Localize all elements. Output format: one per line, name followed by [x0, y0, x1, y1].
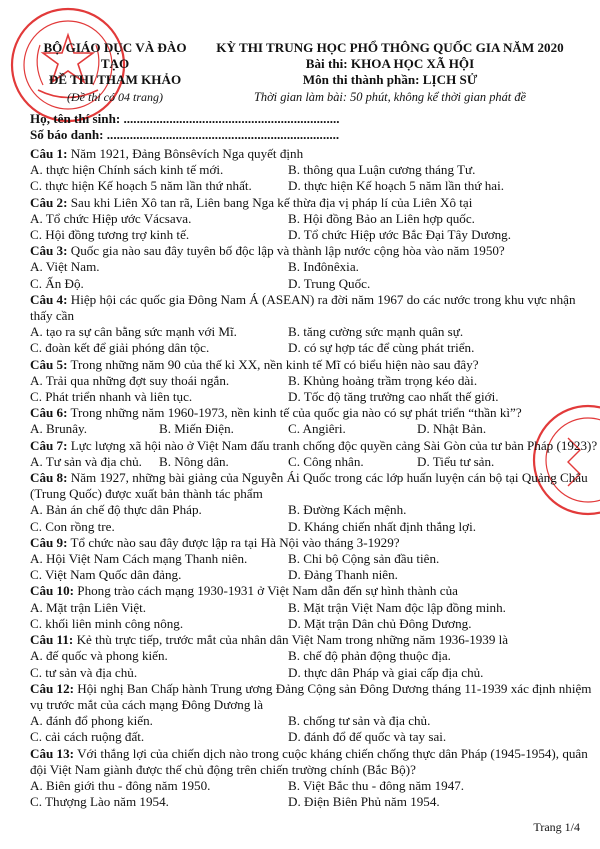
question-3 — [30, 243, 600, 292]
subject-name: Môn thi thành phần: LỊCH SỬ — [302, 72, 478, 88]
question-text: Hội nghị Ban Chấp hành Trung ương Đảng Cộng sản Đông Dương tháng 11-1939 xác định nhiệm vụ trước mắt của cách mạng Đông Dương là — [30, 680, 592, 712]
question-text: Tổ chức nào sau đây được lập ra tại Hà Nội vào tháng 3-1929? — [70, 534, 400, 550]
option-row — [30, 454, 600, 470]
question-stem — [30, 746, 600, 778]
answer-option-d[interactable]: D. Mặt trận Dân chủ Đông Dương. — [288, 615, 472, 631]
question-label: Câu 10: — [30, 583, 75, 599]
exam-type: ĐỀ THI THAM KHẢO — [48, 72, 182, 88]
question-stem — [30, 405, 600, 421]
answer-option-d[interactable]: D. thực dân Pháp và giai cấp địa chủ. — [288, 664, 484, 680]
question-text: Quốc gia nào sau đây tuyên bố độc lập và thành lập nước cộng hòa vào năm 1950? — [70, 243, 505, 259]
question-label: Câu 11: — [30, 632, 74, 648]
question-label: Câu 2: — [30, 194, 68, 210]
option-row — [30, 551, 600, 567]
question-text: Trong những năm 90 của thế kỉ XX, nền kinh tế Mĩ có biểu hiện nào sau đây? — [70, 356, 479, 372]
answer-option-c[interactable]: C. cải cách ruộng đất. — [30, 729, 145, 745]
question-label: Câu 13: — [30, 745, 75, 761]
answer-option-b[interactable]: B. Miến Điện. — [159, 421, 234, 437]
candidate-name-field[interactable]: Họ, tên thí sinh: .................................................................. — [30, 111, 340, 126]
exam-info-block — [205, 40, 575, 105]
question-stem — [30, 357, 600, 373]
answer-option-d[interactable]: D. Trung Quốc. — [288, 275, 371, 291]
question-label: Câu 1: — [30, 146, 68, 161]
question-stem — [30, 292, 600, 324]
question-stem — [30, 438, 600, 454]
answer-option-b[interactable]: B. tăng cường sức mạnh quân sự. — [288, 324, 464, 340]
question-label: Câu 7: — [30, 437, 68, 453]
answer-option-a[interactable]: A. Bản án chế độ thực dân Pháp. — [30, 502, 202, 518]
answer-option-d[interactable]: D. Tiểu tư sản. — [417, 453, 495, 469]
answer-option-b[interactable]: B. thông qua Luận cương tháng Tư. — [288, 162, 476, 178]
question-7 — [30, 438, 600, 470]
option-row — [30, 794, 600, 810]
answer-option-b[interactable]: B. Nông dân. — [159, 453, 229, 469]
answer-option-d[interactable]: D. Nhật Bản. — [417, 421, 487, 437]
question-6 — [30, 405, 600, 437]
answer-option-b[interactable]: B. Mặt trận Việt Nam độc lập đồng minh. — [288, 599, 506, 615]
exam-name: Bài thi: KHOA HỌC XÃ HỘI — [305, 56, 475, 72]
option-row — [30, 211, 600, 227]
option-row — [30, 600, 600, 616]
question-stem — [30, 146, 600, 162]
option-row — [30, 616, 600, 632]
option-row — [30, 421, 600, 437]
option-row — [30, 227, 600, 243]
option-row — [30, 373, 600, 389]
answer-option-c[interactable]: C. Việt Nam Quốc dân đảng. — [30, 567, 182, 583]
answer-option-a[interactable]: A. đánh đổ phong kiến. — [30, 713, 153, 729]
candidate-number-field[interactable]: Số báo danh: ....................................................................... — [30, 127, 340, 143]
answer-option-b[interactable]: B. Khủng hoảng trầm trọng kéo dài. — [288, 372, 478, 388]
answer-option-d[interactable]: D. Đảng Thanh niên. — [288, 567, 398, 583]
question-stem — [30, 681, 600, 713]
answer-option-d[interactable]: D. Kháng chiến nhất định thắng lợi. — [288, 518, 477, 534]
question-5 — [30, 357, 600, 406]
option-row — [30, 648, 600, 664]
answer-option-b[interactable]: B. Hội đồng Bảo an Liên hợp quốc. — [288, 210, 475, 226]
answer-option-d[interactable]: D. có sự hợp tác để cùng phát triển. — [288, 340, 475, 356]
question-4 — [30, 292, 600, 357]
option-row — [30, 162, 600, 178]
exam-header — [0, 40, 600, 120]
question-text: Lực lượng xã hội nào ở Việt Nam đấu tranh chống độc quyền cảng Sài Gòn của tư bản Pháp (1923)? — [70, 437, 598, 453]
answer-option-c[interactable]: C. Ấn Độ. — [30, 275, 84, 291]
ministry-name: BỘ GIÁO DỤC VÀ ĐÀO TẠO — [43, 40, 187, 72]
question-list — [30, 146, 600, 810]
question-label: Câu 5: — [30, 356, 68, 372]
exam-title: KỲ THI TRUNG HỌC PHỔ THÔNG QUỐC GIA NĂM 2020 — [216, 40, 564, 55]
answer-option-b[interactable]: B. Việt Bắc thu - đông năm 1947. — [288, 777, 465, 793]
question-2 — [30, 195, 600, 244]
question-label: Câu 9: — [30, 534, 68, 550]
answer-option-c[interactable]: C. thực hiện Kế hoạch 5 năm lần thứ nhất. — [30, 178, 252, 194]
question-label: Câu 3: — [30, 243, 68, 259]
option-row — [30, 340, 600, 356]
question-text: Năm 1927, những bài giảng của Nguyễn Ái Quốc trong các lớp huấn luyện cán bộ tại Quảng Châu (Trung Quốc) được xuất bản thành tác phẩm — [30, 470, 588, 502]
answer-option-a[interactable]: A. Biên giới thu - đông năm 1950. — [30, 777, 211, 793]
question-11 — [30, 632, 600, 681]
answer-option-d[interactable]: D. thực hiện Kế hoạch 5 năm lần thứ hai. — [288, 178, 504, 194]
option-row — [30, 389, 600, 405]
question-stem — [30, 243, 600, 259]
answer-option-c[interactable]: C. Công nhân. — [288, 453, 364, 469]
answer-option-a[interactable]: A. Tổ chức Hiệp ước Vácsava. — [30, 210, 192, 226]
question-text: Kẻ thù trực tiếp, trước mắt của nhân dân Việt Nam trong những năm 1936-1939 là — [76, 632, 509, 648]
question-1 — [30, 146, 600, 195]
option-row — [30, 665, 600, 681]
question-text: Với thắng lợi của chiến dịch nào trong cuộc kháng chiến chống thực dân Pháp (1945-1954), quân đội Việt Nam giành được thế chủ động trên chiến trường chính (Bắc Bộ)? — [30, 745, 588, 777]
question-stem — [30, 535, 600, 551]
answer-option-c[interactable]: C. Angiêri. — [288, 421, 346, 437]
question-stem — [30, 632, 600, 648]
answer-option-c[interactable]: C. tư sản và địa chủ. — [30, 664, 138, 680]
answer-option-d[interactable]: D. Tốc độ tăng trưởng cao nhất thế giới. — [288, 389, 499, 405]
option-row — [30, 178, 600, 194]
question-label: Câu 6: — [30, 405, 68, 421]
answer-option-d[interactable]: D. Điện Biên Phủ năm 1954. — [288, 794, 440, 810]
answer-option-a[interactable]: A. tạo ra sự cân bằng sức mạnh với Mĩ. — [30, 324, 237, 340]
option-row — [30, 778, 600, 794]
question-8 — [30, 470, 600, 535]
answer-option-b[interactable]: B. Chi bộ Cộng sản đầu tiên. — [288, 551, 440, 567]
answer-option-c[interactable]: C. đoàn kết để giải phóng dân tộc. — [30, 340, 210, 356]
question-text: Năm 1921, Đảng Bônsêvích Nga quyết định — [70, 146, 304, 161]
question-stem — [30, 583, 600, 599]
question-label: Câu 12: — [30, 680, 75, 696]
answer-option-c[interactable]: C. Con rồng tre. — [30, 518, 115, 534]
option-row — [30, 324, 600, 340]
ministry-block — [40, 40, 190, 105]
option-row — [30, 567, 600, 583]
answer-option-c[interactable]: C. Hội đồng tương trợ kinh tế. — [30, 227, 190, 243]
answer-option-a[interactable]: A. đế quốc và phong kiến. — [30, 648, 168, 664]
answer-option-c[interactable]: C. Phát triển nhanh và liên tục. — [30, 389, 193, 405]
candidate-fields — [30, 111, 590, 143]
answer-option-c[interactable]: C. khối liên minh công nông. — [30, 615, 184, 631]
question-text: Phong trào cách mạng 1930-1931 ở Việt Nam dẫn đến sự hình thành của — [77, 583, 458, 599]
option-row — [30, 713, 600, 729]
answer-option-c[interactable]: C. Thượng Lào năm 1954. — [30, 794, 169, 810]
page-count-note: (Đề thi có 04 trang) — [67, 89, 163, 104]
time-limit: Thời gian làm bài: 50 phút, không kể thời gian phát đề — [253, 89, 527, 104]
answer-option-a[interactable]: A. thực hiện Chính sách kinh tế mới. — [30, 162, 224, 178]
question-12 — [30, 681, 600, 746]
question-label: Câu 8: — [30, 470, 68, 486]
question-text: Sau khi Liên Xô tan rã, Liên bang Nga kế thừa địa vị pháp lí của Liên Xô tại — [70, 194, 473, 210]
answer-option-b[interactable]: B. Inđônêxia. — [288, 259, 359, 275]
question-10 — [30, 583, 600, 632]
page-number: Trang 1/4 — [533, 820, 580, 834]
option-row — [30, 502, 600, 518]
answer-option-b[interactable]: B. chế độ phản động thuộc địa. — [288, 648, 451, 664]
question-9 — [30, 535, 600, 584]
answer-option-a[interactable]: A. Brunây. — [30, 421, 87, 437]
question-label: Câu 4: — [30, 291, 68, 307]
answer-option-a[interactable]: A. Mặt trận Liên Việt. — [30, 599, 147, 615]
option-row — [30, 729, 600, 745]
question-text: Hiệp hội các quốc gia Đông Nam Á (ASEAN) ra đời năm 1967 do các nước trong khu vực nhận thấy cần — [30, 291, 576, 324]
question-stem — [30, 195, 600, 211]
answer-option-a[interactable]: A. Trải qua những đợt suy thoái ngắn. — [30, 372, 230, 388]
answer-option-d[interactable]: D. đánh đổ đế quốc và tay sai. — [288, 729, 447, 745]
option-row — [30, 276, 600, 292]
option-row — [30, 519, 600, 535]
question-text: Trong những năm 1960-1973, nền kinh tế của quốc gia nào có sự phát triển “thần kì”? — [70, 405, 522, 421]
answer-option-a[interactable]: A. Tư sản và địa chủ. — [30, 453, 142, 469]
answer-option-b[interactable]: B. Đường Kách mệnh. — [288, 502, 407, 518]
answer-option-a[interactable]: A. Hội Việt Nam Cách mạng Thanh niên. — [30, 551, 248, 567]
question-13 — [30, 746, 600, 811]
answer-option-a[interactable]: A. Việt Nam. — [30, 259, 100, 275]
answer-option-d[interactable]: D. Tổ chức Hiệp ước Bắc Đại Tây Dương. — [288, 227, 512, 243]
question-stem — [30, 470, 600, 502]
answer-option-b[interactable]: B. chống tư sản và địa chủ. — [288, 713, 431, 729]
option-row — [30, 259, 600, 275]
